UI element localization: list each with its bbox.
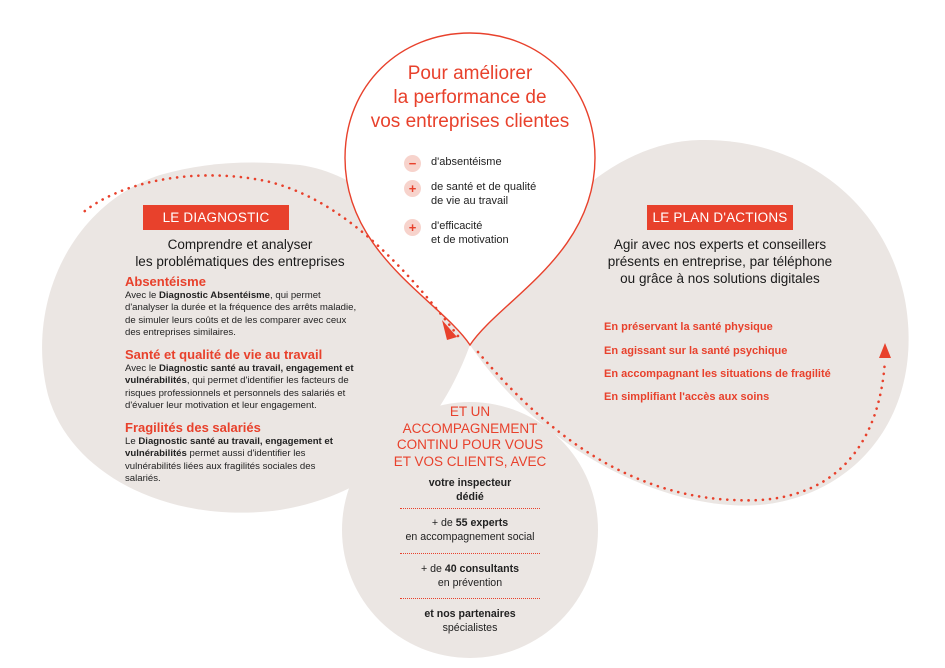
diagnostic-section-fragilites [125, 420, 343, 486]
section-title: Fragilités des salariés [125, 420, 261, 435]
diagnostic-section-absenteisme [125, 274, 363, 340]
section-body: Avec le Diagnostic santé au travail, engagement et vulnérabilités, qui permet d'identifier les facteurs de risques professionnels et personnels des salariés et d'évaluer leur motivation et leur engagement. [125, 363, 354, 412]
action-item-physique: En préservant la santé physique [604, 321, 773, 333]
performance-item-text: d'absentéisme [431, 156, 502, 168]
accompagnement-item-inspecteur: votre inspecteur dédié [428, 477, 512, 503]
performance-item-text: de santé et de qualité de vie au travail [431, 181, 537, 207]
performance-title-line-2: la performance de [393, 87, 547, 108]
section-body: Avec le Diagnostic Absentéisme, qui permet d'analyser la durée et la fréquence des arrêts maladie, de simuler leurs coûts et de les comparer avec ceux des entreprises similaires. [125, 290, 357, 339]
diagnostic-banner: LE DIAGNOSTIC [143, 205, 289, 230]
performance-title [345, 62, 595, 134]
diagnostic-intro: Comprendre et analyser les problématiques des entreprises [135, 237, 345, 269]
section-title: Absentéisme [125, 274, 206, 289]
accompagnement-item-consultants: + de 40 consultants en prévention [420, 563, 520, 589]
plus-icon: + [404, 219, 421, 236]
plus-icon: + [404, 180, 421, 197]
action-item-psychique: En agissant sur la santé psychique [604, 345, 788, 357]
dotted-separator [400, 553, 540, 554]
dotted-separator [400, 598, 540, 599]
action-item-soins: En simplifiant l'accès aux soins [604, 391, 770, 403]
plan-intro: Agir avec nos experts et conseillers présents en entreprise, par téléphone ou grâce à nos solutions digitales [607, 237, 833, 286]
section-title: Santé et qualité de vie au travail [125, 347, 323, 362]
section-body: Le Diagnostic santé au travail, engagement et vulnérabilités permet aussi d'identifier les vulnérabilités liées aux fragilités sociales des salariés. [125, 436, 333, 485]
accompagnement-item-partenaires: et nos partenaires spécialistes [424, 608, 516, 634]
performance-item-efficacite [404, 219, 509, 247]
accompagnement-item-experts: + de 55 experts en accompagnement social [405, 517, 535, 543]
performance-item-absenteisme [404, 155, 502, 172]
dotted-separator [400, 508, 540, 509]
performance-title-line-1: Pour améliorer [407, 63, 533, 84]
performance-title-line-3: vos entreprises clientes [370, 111, 570, 132]
accompagnement-title: ET UN ACCOMPAGNEMENT CONTINU POUR VOUS ET VOS CLIENTS, AVEC [393, 404, 547, 469]
plan-banner: LE PLAN D'ACTIONS [647, 205, 793, 230]
performance-item-text: d'efficacité et de motivation [431, 220, 509, 246]
minus-icon: − [404, 155, 421, 172]
diagnostic-section-sante [125, 347, 365, 413]
performance-item-sante [404, 180, 536, 208]
action-item-fragilite: En accompagnant les situations de fragilité [604, 368, 831, 380]
